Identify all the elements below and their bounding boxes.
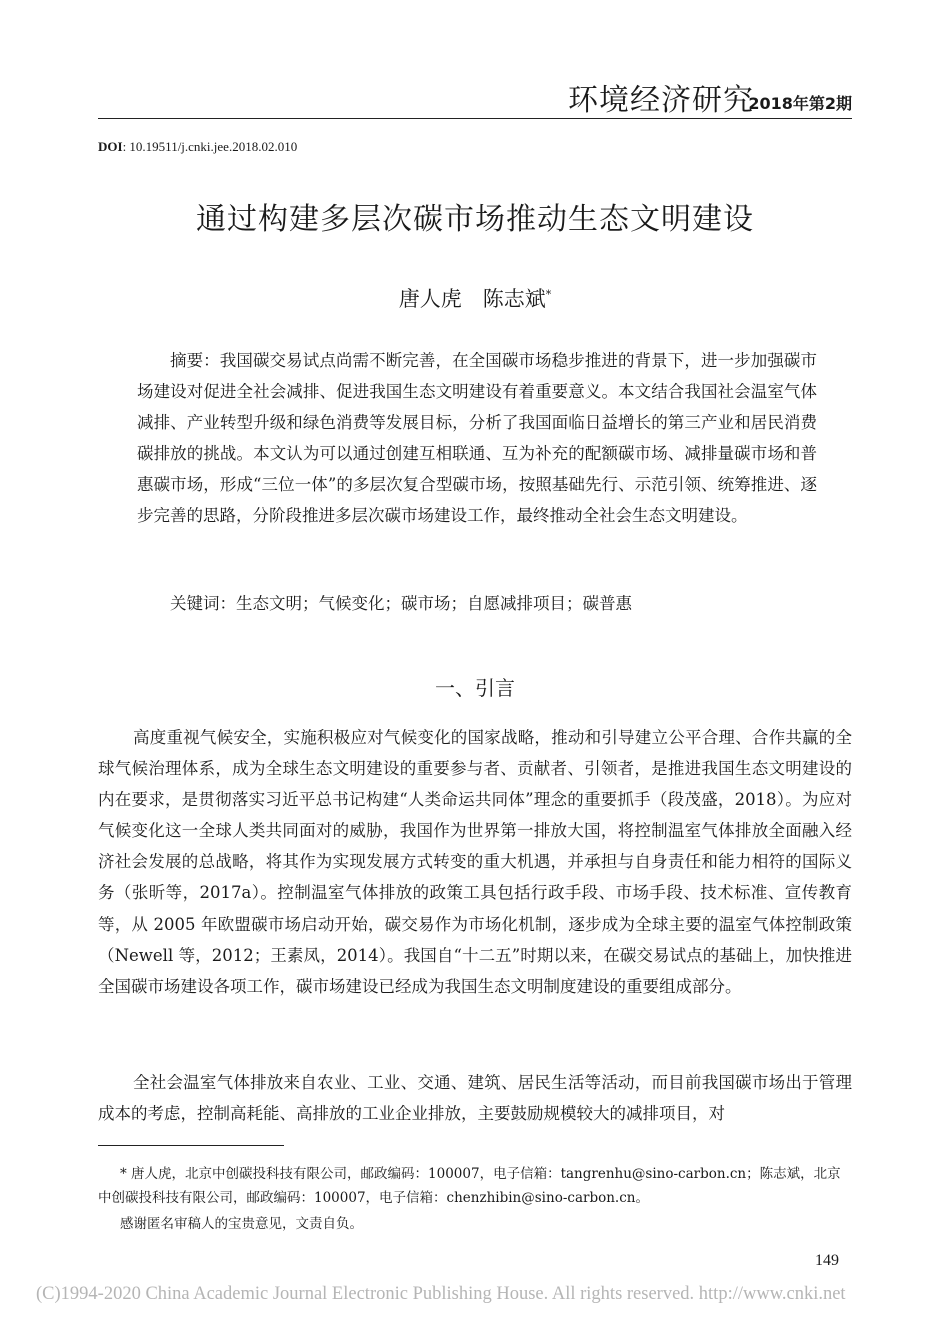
journal-name: 环境经济研究 bbox=[568, 83, 754, 118]
abstract: 摘要：我国碳交易试点尚需不断完善，在全国碳市场稳步推进的背景下，进一步加强碳市场建设对促进全社会减排、促进我国生态文明建设有着重要意义。本文结合我国社会温室气体减排、产业转型升级和绿色消费等发展目标，分析了我国面临日益增长的第三产业和居民消费碳排放的挑战。本文认为可以通过创建互相联通、互为补充的配额碳市场、减排量碳市场和普惠碳市场，形成“三位一体”的多层次复合型碳市场，按照基础先行、示范引领、统筹推进、逐步完善的思路，分阶段推进多层次碳市场建设工作，最终推动全社会生态文明建设。 bbox=[137, 351, 817, 526]
doi-line bbox=[98, 138, 297, 156]
article-authors bbox=[0, 280, 950, 314]
doi-value: : 10.19511/j.cnki.jee.2018.02.010 bbox=[122, 139, 298, 154]
copyright-watermark: (C)1994-2020 China Academic Journal Electronic Publishing House. All rights reserved. http://www.cnki.net bbox=[36, 1284, 846, 1304]
author-footnote-mark: * bbox=[545, 288, 552, 301]
author-names: 唐人虎 陈志斌 bbox=[398, 287, 546, 311]
section-heading: 一、引言 bbox=[435, 676, 515, 700]
journal-issue: 2018年第2期 bbox=[748, 94, 852, 113]
page-number: 149 bbox=[815, 1252, 839, 1269]
body-paragraph: 全社会温室气体排放来自农业、工业、交通、建筑、居民生活等活动，而目前我国碳市场出于管理成本的考虑，控制高耗能、高排放的工业企业排放，主要鼓励规模较大的减排项目，对 bbox=[98, 1073, 852, 1124]
doi-label: DOI bbox=[98, 139, 123, 154]
body-paragraph: 高度重视气候安全，实施积极应对气候变化的国家战略，推动和引导建立公平合理、合作共赢的全球气候治理体系，成为全球生态文明建设的重要参与者、贡献者、引领者，是推进我国生态文明建设的内在要求，是贯彻落实习近平总书记构建“人类命运共同体”理念的重要抓手（段茂盛，2018）。为应对气候变化这一全球人类共同面对的威胁，我国作为世界第一排放大国，将控制温室气体排放全面融入经济社会发展的总战略，将其作为实现发展方式转变的重大机遇，并承担与自身责任和能力相符的国际义务（张昕等，2017a）。控制温室气体排放的政策工具包括行政手段、市场手段、技术标准、宣传教育等，从 2005 年欧盟碳市场启动开始，碳交易作为市场化机制，逐步成为全球主要的温室气体控制政策（Newell 等，2012；王素凤，2014）。我国自“十二五”时期以来，在碳交易试点的基础上，加快推进全国碳市场建设各项工作，碳市场建设已经成为我国生态文明制度建设的重要组成部分。 bbox=[98, 728, 852, 996]
footnote-divider bbox=[98, 1145, 284, 1146]
footnote-author-info: * 唐人虎，北京中创碳投科技有限公司，邮政编码：100007，电子信箱：tangrenhu@sino-carbon.cn；陈志斌，北京中创碳投科技有限公司，邮政编码：100007，电子信箱：chenzhibin@sino-carbon.cn。 bbox=[98, 1166, 841, 1206]
article-title: 通过构建多层次碳市场推动生态文明建设 bbox=[196, 202, 754, 237]
footnote-acknowledgement: 感谢匿名审稿人的宝贵意见，文责自负。 bbox=[120, 1216, 363, 1232]
journal-header bbox=[98, 84, 852, 119]
keywords: 关键词：生态文明；气候变化；碳市场；自愿减排项目；碳普惠 bbox=[170, 594, 632, 613]
